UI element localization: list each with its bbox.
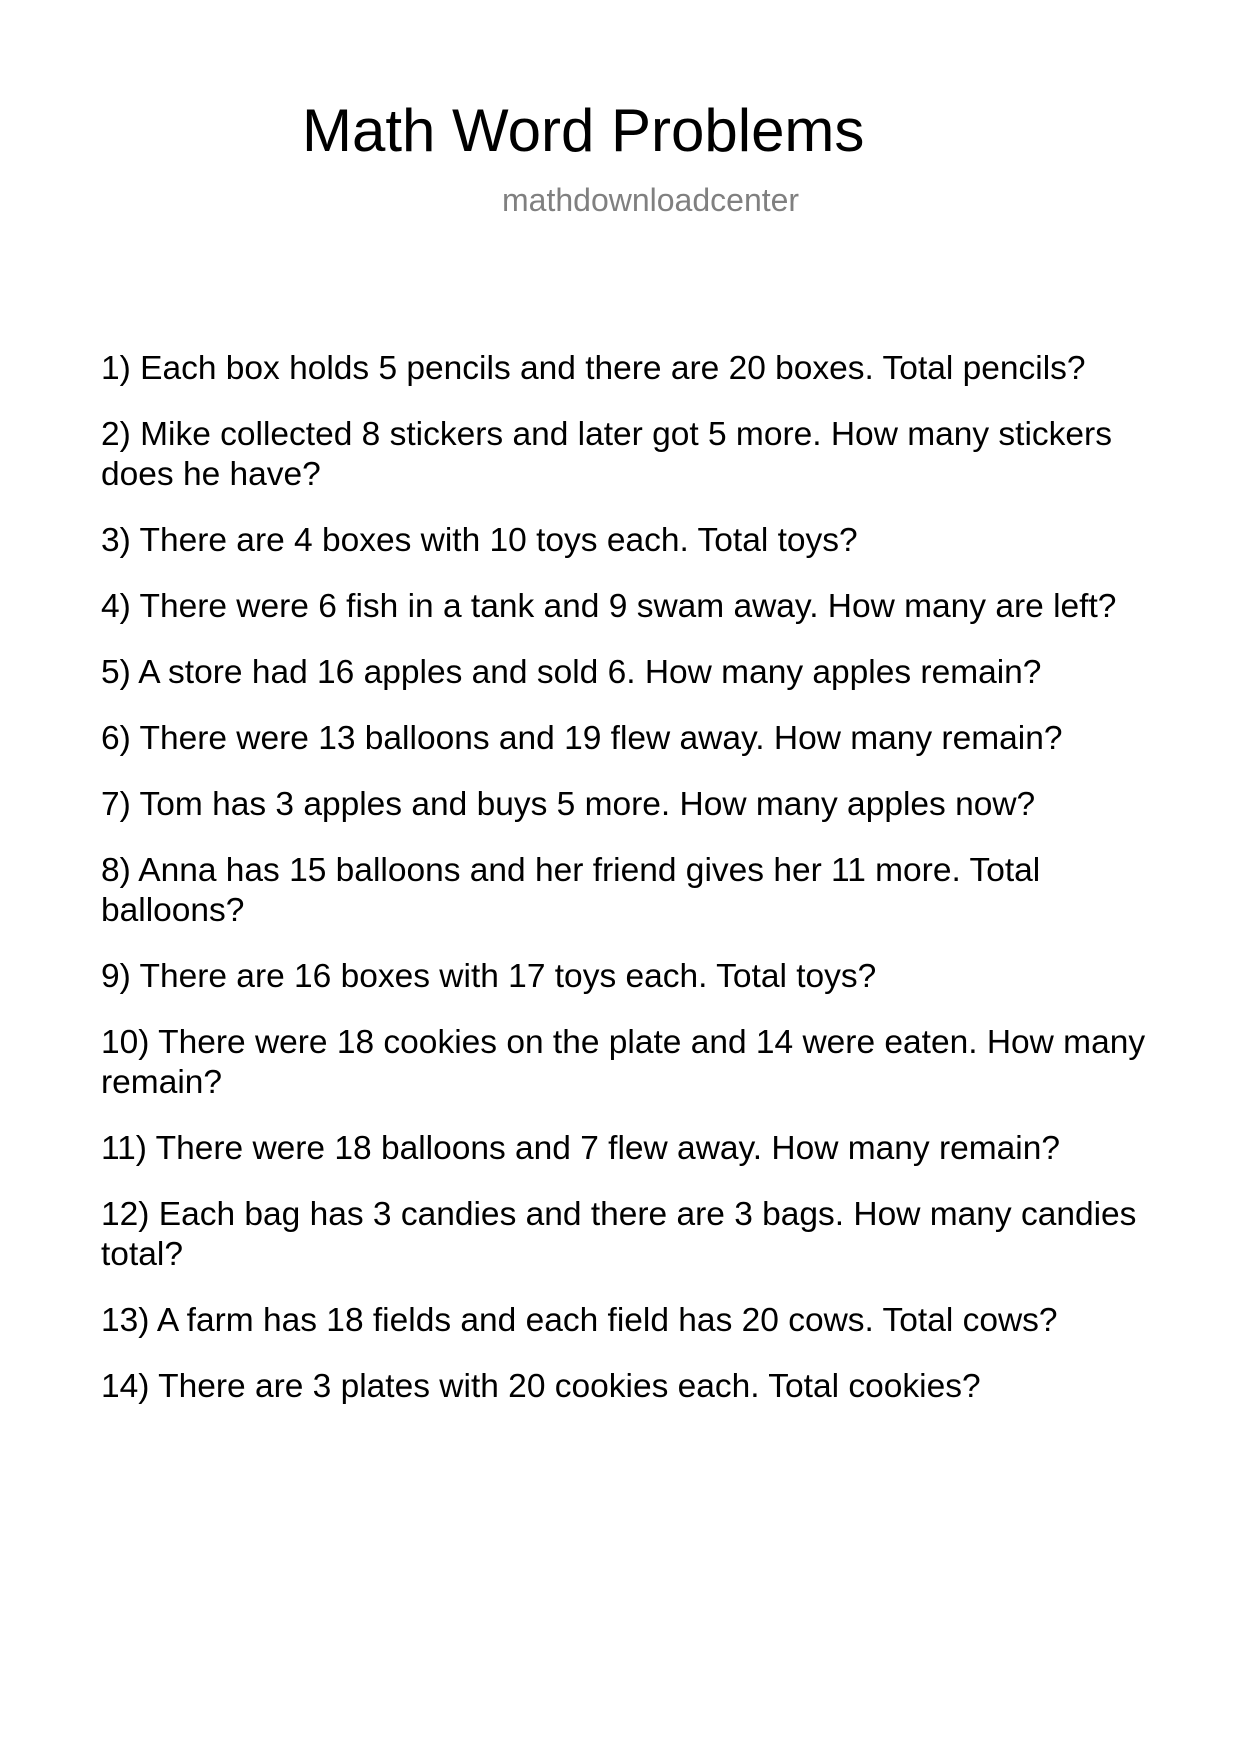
problem-item: 11) There were 18 balloons and 7 flew away. How many remain?	[101, 1130, 1060, 1167]
problem-item: 7) Tom has 3 apples and buys 5 more. How many apples now?	[101, 786, 1036, 823]
page-title: Math Word Problems	[302, 97, 865, 164]
page-subtitle: mathdownloadcenter	[502, 182, 800, 218]
problem-item: 8) Anna has 15 balloons and her friend gives her 11 more. Total balloons?	[101, 852, 1041, 929]
problem-item: 3) There are 4 boxes with 10 toys each. Total toys?	[101, 522, 858, 559]
problem-item: 10) There were 18 cookies on the plate and 14 were eaten. How many remain?	[101, 1024, 1146, 1101]
problem-item: 1) Each box holds 5 pencils and there are 20 boxes. Total pencils?	[101, 350, 1086, 387]
problem-list	[101, 349, 1161, 1433]
problem-item: 5) A store had 16 apples and sold 6. How many apples remain?	[101, 654, 1042, 691]
problem-item: 9) There are 16 boxes with 17 toys each. Total toys?	[101, 958, 877, 995]
problem-item: 2) Mike collected 8 stickers and later got 5 more. How many stickers does he have?	[101, 416, 1112, 493]
problem-item: 14) There are 3 plates with 20 cookies each. Total cookies?	[101, 1368, 981, 1405]
problem-item: 4) There were 6 fish in a tank and 9 swam away. How many are left?	[101, 588, 1117, 625]
problem-item: 6) There were 13 balloons and 19 flew away. How many remain?	[101, 720, 1063, 757]
problem-item: 12) Each bag has 3 candies and there are 3 bags. How many candies total?	[101, 1196, 1137, 1273]
problem-item: 13) A farm has 18 fields and each field has 20 cows. Total cows?	[101, 1302, 1058, 1339]
